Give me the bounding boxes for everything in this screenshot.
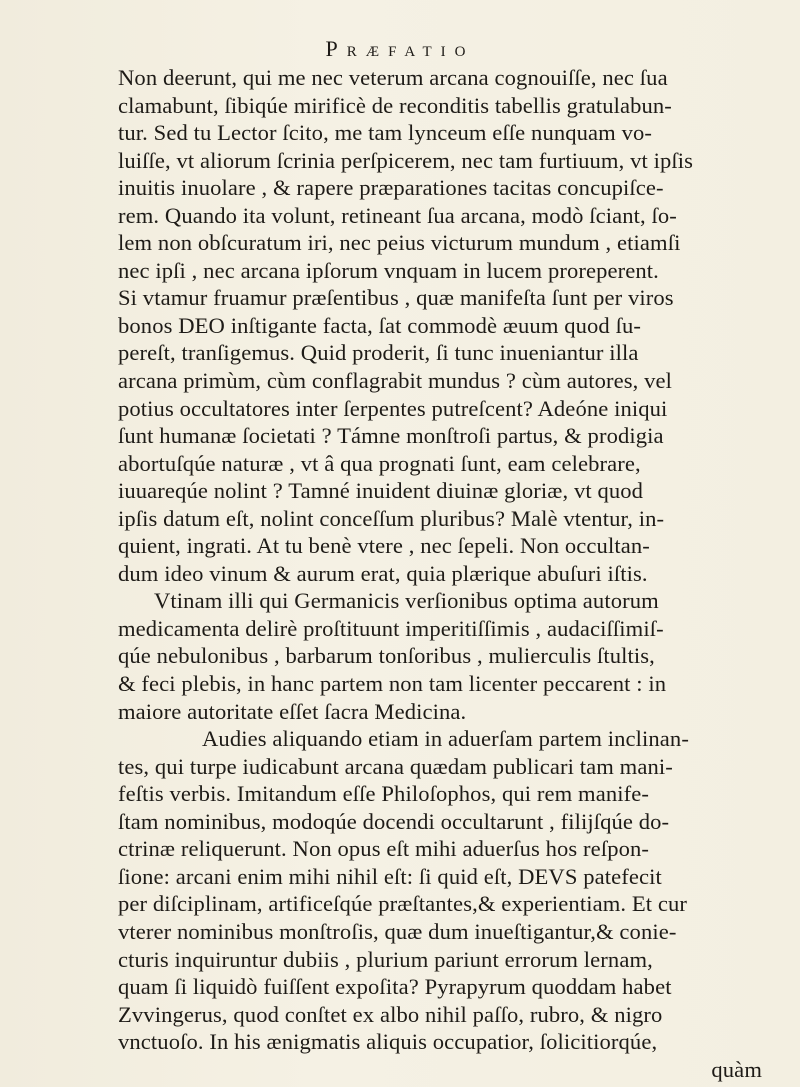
text-line: nec ipſi , nec arcana ipſorum vnquam in lucem proreperent. xyxy=(118,257,659,283)
text-line: ctrinæ reliquerunt. Non opus eſt mihi aduerſus hos reſpon- xyxy=(118,836,650,862)
text-line: ſunt humanæ ſocietati ? Támne monſtroſi partus, & prodigia xyxy=(118,423,664,449)
text-line: tes, qui turpe iudicabunt arcana quædam publicari tam mani- xyxy=(118,753,673,779)
text-line: Zvvingerus, quod conſtet ex albo nihil paſſo, rubro, & nigro xyxy=(118,1001,663,1027)
text-line: maiore autoritate eſſet ſacra Medicina. xyxy=(118,698,467,724)
text-line: feſtis verbis. Imitandum eſſe Philoſophos, qui rem manife- xyxy=(118,781,650,807)
text-line: abortuſqúe naturæ , vt â qua prognati ſunt, eam celebrare, xyxy=(118,450,641,476)
paragraph-start-line: Vtinam illi qui Germanicis verſionibus optima autorum xyxy=(154,588,659,614)
text-line: quient, ingrati. At tu benè vtere , nec ſepeli. Non occultan- xyxy=(118,533,650,559)
text-line: ſione: arcani enim mihi nihil eſt: ſi quid eſt, DEVS patefecit xyxy=(118,863,662,889)
text-line: ſtam nominibus, modoqúe docendi occultarunt , filijſqúe do- xyxy=(118,808,670,834)
text-line: medicamenta delirè proſtituunt imperitiſſimis , audaciſſimiſ- xyxy=(118,615,664,641)
text-line: Si vtamur fruamur præſentibus , quæ manifeſta ſunt per viros xyxy=(118,285,674,311)
text-line: luiſſe, vt aliorum ſcrinia perſpicerem, nec tam furtiuum, vt ipſis xyxy=(118,147,694,173)
paragraph-start-line: Audies aliquando etiam in aduerſam partem inclinan- xyxy=(202,726,689,752)
text-line: arcana primùm, cùm conflagrabit mundus ? cùm autores, vel xyxy=(118,368,673,394)
text-line: quam ſi liquidò fuiſſent expoſita? Pyrapyrum quoddam habet xyxy=(118,974,672,1000)
text-line: iuuareqúe nolint ? Tamné inuident diuinæ gloriæ, vt quod xyxy=(118,478,644,504)
text-line: dum ideo vinum & aurum erat, quia plærique abuſuri iſtis. xyxy=(118,560,648,586)
text-line: qúe nebulonibus , barbarum tonſoribus , mulierculis ſtultis, xyxy=(118,643,655,669)
catchword: quàm xyxy=(711,1056,762,1082)
text-line: inuitis inuolare , & rapere præparationes tacitas concupiſce- xyxy=(118,175,664,201)
text-line: vterer nominibus monſtroſis, quæ dum inueſtigantur,& conie- xyxy=(118,918,677,944)
text-line: ipſis datum eſt, nolint conceſſum pluribus? Malè vtentur, in- xyxy=(118,505,665,531)
text-line: clamabunt, ſibiqúe mirificè de reconditis tabellis gratulabun- xyxy=(118,92,672,118)
text-line: tur. Sed tu Lector ſcito, me tam lynceum eſſe nunquam vo- xyxy=(118,120,653,146)
text-line: vnctuoſo. In his ænigmatis aliquis occupatior, ſolicitiorqúe, xyxy=(118,1029,658,1055)
text-line: pereſt, tranſigemus. Quid proderit, ſi tunc inueniantur illa xyxy=(118,340,639,366)
text-line: & feci plebis, in hanc partem non tam licenter peccarent : in xyxy=(118,671,667,697)
body-text xyxy=(118,64,786,1083)
text-line: potius occultatores inter ſerpentes putreſcent? Adeóne iniqui xyxy=(118,395,668,421)
running-header: Præfatio xyxy=(325,36,475,61)
text-line: lem non obſcuratum iri, nec peius victurum mundum , etiamſi xyxy=(118,230,681,256)
text-line: cturis inquiruntur dubiis , plurium pariunt errorum lernam, xyxy=(118,946,653,972)
text-line: per diſciplinam, artificeſqúe præſtantes,& experientiam. Et cur xyxy=(118,891,688,917)
text-line: bonos DEO inſtigante facta, ſat commodè æuum quod ſu- xyxy=(118,312,641,338)
text-line: rem. Quando ita volunt, retineant ſua arcana, modò ſciant, ſo- xyxy=(118,202,677,228)
text-line: Non deerunt, qui me nec veterum arcana cognouiſſe, nec ſua xyxy=(118,65,668,90)
